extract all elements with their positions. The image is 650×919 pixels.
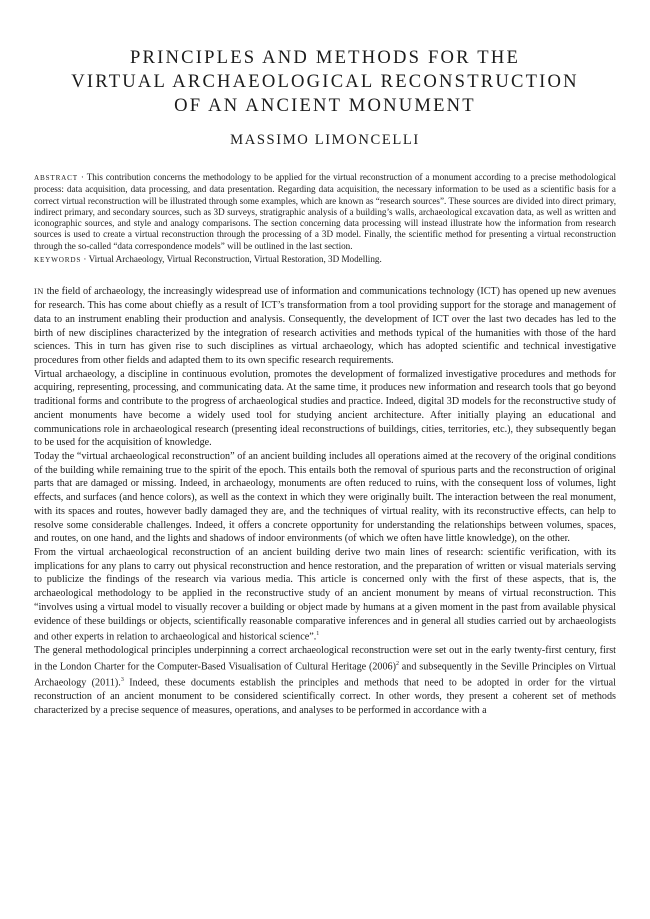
abstract-paragraph <box>34 172 616 252</box>
paragraph-text: the field of archaeology, the increasingly widespread use of information and communications technology (ICT) has opened up new avenues for research. This has come about chiefly as a result of ICT’s transformation from a tool providing support for the storage and management of data to an instrument enabling their production and analysis. Consequently, the development of ICT over the last two decades has led to the birth of new disciplines characterized by the integration of research activities and methods typical of the humanities with those of the hard sciences. This in turn has given rise to such disciplines as virtual archaeology, which has adopted scientific and technical investigative procedures from other fields and adapted them to its own specific research requirements. <box>34 286 616 366</box>
paper-page <box>34 46 616 718</box>
abstract-text: This contribution concerns the methodology to be applied for the virtual reconstruction of a monument according to a precise methodological process: data acquisition, data processing, and data presentation. Regarding data acquisition, the necessary information to be used as a scientific basis for a correct virtual reconstruction will be illustrated through some examples, which are known as “research sources”. These sources are divided into direct primary, indirect primary, and secondary sources, such as 3D surveys, stratigraphic analysis of a building’s walls, archaeological excavation data, as well as written and iconographic sources, and style and analogy comparisons. The section concerning data processing will instead illustrate how the information from research sources is used to create a virtual reconstruction through the processing of a 3D model. Finally, the scientific method for presenting a virtual reconstruction through the so-called “data correspondence models” will be outlined in the last section. <box>34 172 616 251</box>
lead-word: IN <box>34 287 44 297</box>
title-line: VIRTUAL ARCHAEOLOGICAL RECONSTRUCTION <box>71 71 579 92</box>
paragraph-text: From the virtual archaeological reconstruction of an ancient building derive two main lines of research: scientific verification, with its implications for any plans to carry out physical reconstruction and hence restoration, and the preparation of written or visual materials serving to publicize the findings of the research via various media. This article is concerned only with the first of these aspects, that is, the archaeological methodology to be applied in the reconstructive study of an ancient monument by means of virtual reconstruction. This “involves using a virtual model to visually recover a building or object made by humans at a given moment in the past from available physical evidence of these buildings or objects, scientifically reasonable comparative inferences and in general all studies carried out by archaeologists and other experts in relation to archaeological and historical science”. <box>34 547 616 643</box>
title-line: PRINCIPLES AND METHODS FOR THE <box>129 47 521 68</box>
body-paragraph <box>34 285 616 367</box>
body-text <box>34 285 616 717</box>
paragraph-text: and subsequently in the Seville Principles on Virtual Archaeology (2011). <box>34 661 616 689</box>
body-paragraph: Virtual archaeology, a discipline in continuous evolution, promotes the development of formalized investigative procedures and methods for acquiring, representing, processing, and communicating data. At the same time, it produces new information and research tools that go beyond traditional forms and contribute to the progress of archaeological studies and practice. Indeed, digital 3D models for the reconstructive study of ancient monuments have become a widely used tool for studying ancient architecture. After initially playing an educational and communications role in archaeological research (presenting ideal reconstructions of buildings, cities, territories, etc.), they subsequently began to be used for the acquisition of knowledge. <box>34 368 616 449</box>
body-paragraph: Today the “virtual archaeological reconstruction” of an ancient building includes all operations aimed at the recovery of the original conditions of the building while remaining true to the spirit of the epoch. This entails both the removal of spurious parts and the reconstruction of original parts that are damaged or missing. Indeed, in archaeology, monuments are often reduced to ruins, with the consequent loss of volumes, light effects, and surfaces (and hence colors), as well as the context in which they were originally built. The interaction between the real monument, with its spaces and routes, however badly damaged they are, and the techniques of virtual reality, with its reconstructive effects, can help to resolve some considerable challenges. Indeed, it offers a concrete opportunity for understanding the relationships between volumes, spaces, and routes, on one hand, and the lights and shadows of indoor environments (of which we often have little knowledge), on the other. <box>34 451 616 545</box>
paragraph-text: Indeed, these documents establish the principles and methods that need to be adopted in order for the virtual reconstruction of an ancient monument to be considered scientifically correct. In other words, they present a coherent set of methods characterized by a precise sequence of measures, operations, and analyses to be performed in accordance with a <box>34 677 616 717</box>
footnote-ref[interactable]: 2 <box>395 661 399 668</box>
paper-title <box>34 46 616 118</box>
title-line: OF AN ANCIENT MONUMENT <box>174 95 476 116</box>
keywords-label: KEYWORDS <box>34 256 82 265</box>
footnote-ref[interactable]: 1 <box>316 631 320 638</box>
keywords-separator: · <box>81 254 89 265</box>
body-paragraph <box>34 546 616 644</box>
footnote-ref[interactable]: 3 <box>120 677 124 684</box>
abstract-label: ABSTRACT <box>34 174 78 182</box>
keywords-line <box>34 254 616 266</box>
body-paragraph <box>34 644 616 717</box>
abstract-block <box>34 172 616 266</box>
abstract-separator: · <box>77 172 87 182</box>
author-name: MASSIMO LIMONCELLI <box>230 132 420 148</box>
paragraph-text: The general methodological principles underpinning a correct archaeological reconstruction were set out in the early twenty-first century, first in the London Charter for the Computer-Based Visualisation of Cultural Heritage (2006) <box>34 645 616 673</box>
keywords-text: Virtual Archaeology, Virtual Reconstruction, Virtual Restoration, 3D Modelling. <box>88 254 382 265</box>
